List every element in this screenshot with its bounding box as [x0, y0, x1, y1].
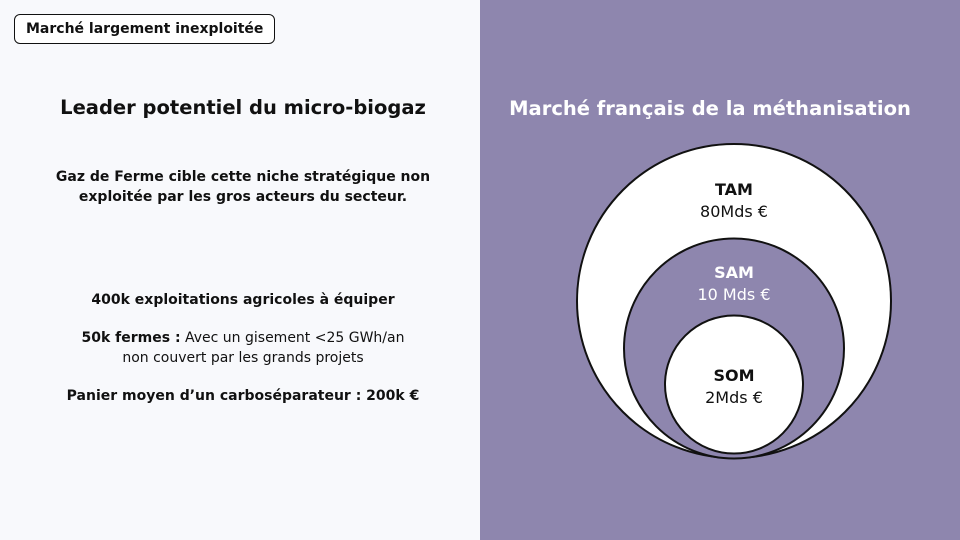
som-label-key: SOM — [713, 366, 755, 385]
sam-label — [634, 262, 834, 306]
stat-panier-text: Panier moyen d’un carboséparateur : 200k € — [66, 388, 420, 404]
stat-fermes-rest: Avec un gisement <25 GWh/an — [180, 330, 405, 346]
som-label-value: 2Mds € — [705, 388, 763, 407]
intro-line-2: exploitée par les gros acteurs du secteur. — [78, 188, 408, 205]
tam-label-key: TAM — [715, 180, 753, 199]
som-label — [634, 365, 834, 409]
intro-line-1: Gaz de Ferme cible cette niche stratégique non — [55, 169, 431, 185]
tam-label-value: 80Mds € — [700, 202, 768, 221]
sam-label-key: SAM — [714, 263, 754, 282]
stat-fermes-bold: 50k fermes : — [81, 330, 181, 346]
tam-label — [634, 179, 834, 223]
left-title: Leader potentiel du micro-biogaz — [60, 96, 426, 119]
right-title: Marché français de la méthanisation — [509, 97, 911, 120]
stat-fermes-line-2: non couvert par les grands projets — [122, 350, 364, 366]
section-tag: Marché largement inexploitée — [14, 14, 275, 44]
stat-exploitations-text: 400k exploitations agricoles à équiper — [91, 292, 395, 308]
sam-label-value: 10 Mds € — [697, 285, 771, 304]
